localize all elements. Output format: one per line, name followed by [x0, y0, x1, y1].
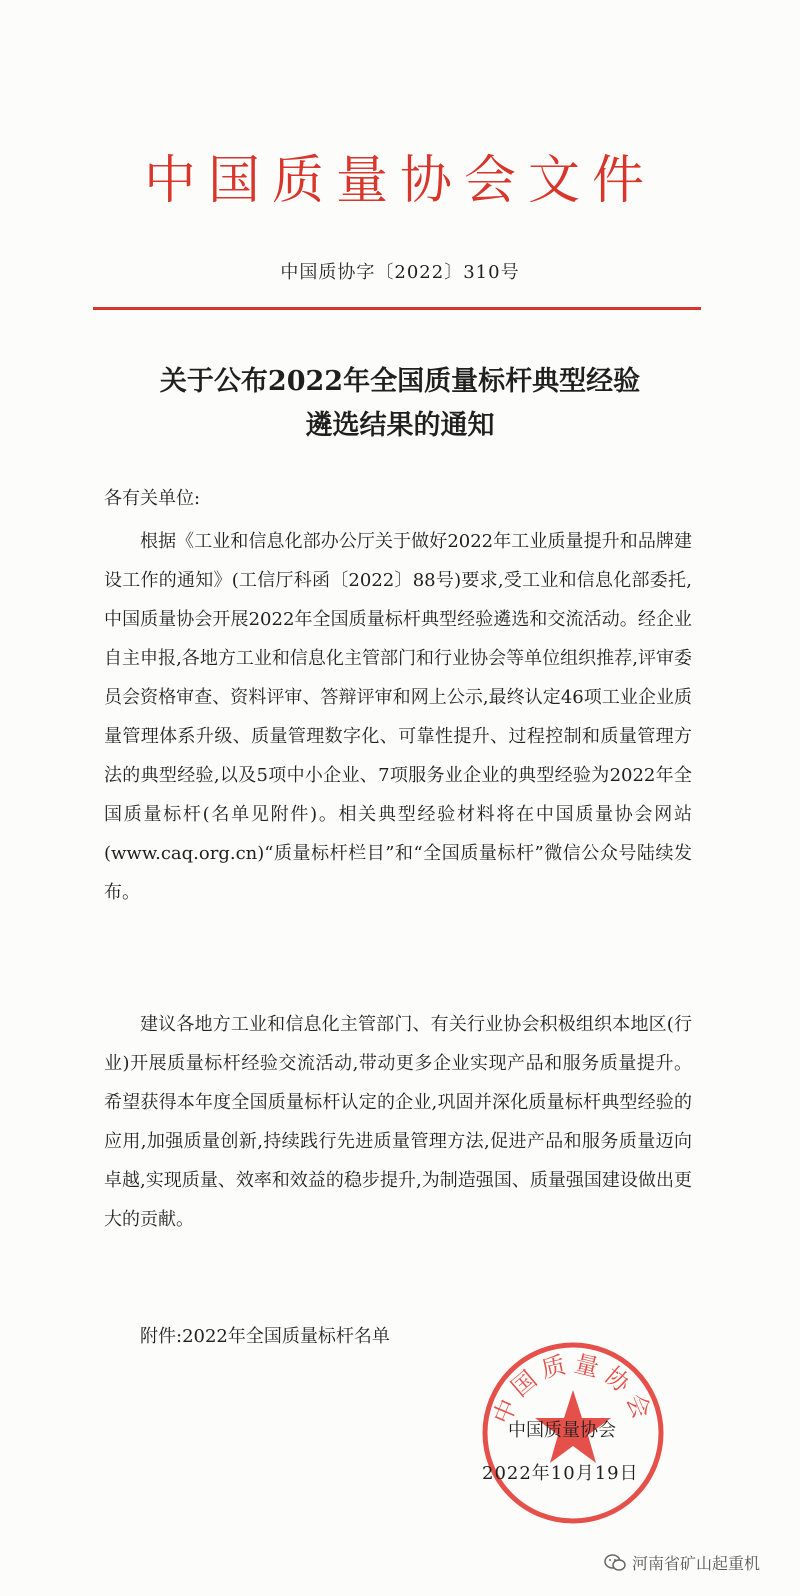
attachment-note: 附件:2022年全国质量标杆名单 [140, 1326, 390, 1347]
red-divider [93, 307, 701, 310]
notice-title-line1: 关于公布2022年全国质量标杆典型经验 [159, 366, 641, 397]
notice-title-line2: 遴选结果的通知 [305, 410, 495, 441]
svg-text:中国质量协会: 中国质量协会 [487, 1349, 659, 1429]
signature-organization: 中国质量协会 [508, 1420, 616, 1441]
wechat-watermark [604, 1551, 760, 1574]
body-paragraph-2: 建议各地方工业和信息化主管部门、有关行业协会积极组织本地区(行业)开展质量标杆经验交流活动,带动更多企业实现产品和服务质量提升。希望获得本年度全国质量标杆认定的企业,巩固并深化质量标杆典型经验的应用,加强质量创新,持续践行先进质量管理方法,促进产品和服务质量迈向卓越,实现质量、效率和效益的稳步提升,为制造强国、质量强国建设做出更大的贡献。 [104, 1014, 692, 1230]
addressee: 各有关单位: [104, 488, 201, 509]
watermark-account-name: 河南省矿山起重机 [632, 1554, 761, 1573]
body-paragraph-1: 根据《工业和信息化部办公厅关于做好2022年工业质量提升和品牌建设工作的通知》(工信厅科函〔2022〕88号)要求,受工业和信息化部委托,中国质量协会开展2022年全国质量标杆典型经验遴选和交流活动。经企业自主申报,各地方工业和信息化主管部门和行业协会等单位组织推荐,评审委员会资格审查、资料评审、答辩评审和网上公示,最终认定46项工业企业质量管理体系升级、质量管理数字化、可靠性提升、过程控制和质量管理方法的典型经验,以及5项中小企业、7项服务业企业的典型经验为2022年全国质量标杆(名单见附件)。相关典型经验材料将在中国质量协会网站(www.caq.org.cn)“质量标杆栏目”和“全国质量标杆”微信公众号陆续发布。 [104, 531, 692, 903]
org-file-title: 中国质量协会文件 [143, 151, 656, 211]
signature-date: 2022年10月19日 [482, 1463, 639, 1484]
notice-title [0, 360, 800, 448]
wechat-icon [604, 1554, 626, 1572]
doc-number: 中国质协字〔2022〕310号 [280, 262, 520, 283]
